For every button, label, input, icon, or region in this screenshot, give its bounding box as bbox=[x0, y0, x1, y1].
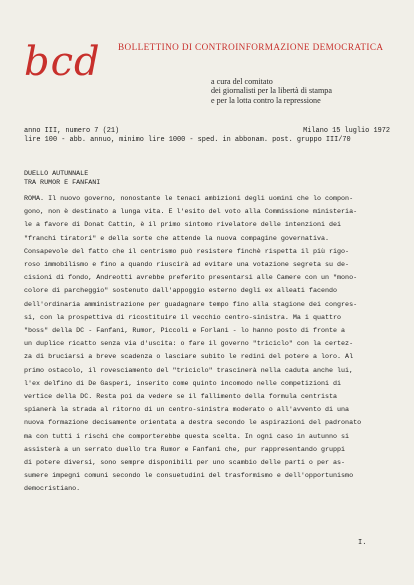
article-heading-line: TRA RUMOR E FANFANI bbox=[24, 179, 101, 187]
article-line: ROMA. Il nuovo governo, nonostante le tenaci ambizioni degli uomini che lo compon- bbox=[24, 195, 354, 203]
article-line: gono, non è destinato a lunga vita. E l'esito del voto alla Commissione ministeria- bbox=[24, 208, 358, 217]
masthead-title: BOLLETTINO DI CONTROINFORMAZIONE DEMOCRATICA bbox=[118, 42, 384, 52]
article-line: nuova formazione decisamente orientata a destra secondo le aspirazioni del padronato bbox=[24, 419, 362, 428]
credit-line: dei giornalisti per la libertà di stampa bbox=[211, 86, 332, 96]
article bbox=[24, 170, 396, 497]
editorial-credit bbox=[211, 77, 332, 105]
subscription-info: lire 100 - abb. annuo, minimo lire 1000 - sped. in abbonam. post. gruppo III/70 bbox=[24, 136, 351, 144]
article-line: cisioni di fondo, Andreotti avrebbe preferito presentarsi alle Camere con un "mono- bbox=[24, 274, 358, 283]
article-line: le a favore di Donat Cattin, è il primo sintomo rivelatore delle intenzioni dei bbox=[24, 221, 342, 230]
article-line: sumere impegni comuni secondo le consuetudini del trasformismo e dell'opportunismo bbox=[24, 472, 354, 481]
article-line: za di bruciarsi a breve scadenza o lasciare subito le redini del potere a loro. Al bbox=[24, 353, 354, 362]
article-line: assisterà a un serrato duello tra Rumor e Fanfani che, pur rappresentando gruppi bbox=[24, 445, 346, 454]
article-signature: I. bbox=[358, 539, 367, 547]
article-line: colore di parcheggio" sostenuto dall'appoggio esterno degli ex alleati facendo bbox=[24, 287, 338, 296]
place-date: Milano 15 luglio 1972 bbox=[303, 127, 390, 135]
article-line: ma con tutti i rischi che comporterebbe questa scelta. In ogni caso in autunno si bbox=[24, 432, 350, 441]
bcd-logo: bcd bbox=[24, 39, 101, 85]
article-line: "boss" della DC - Fanfani, Rumor, Piccoli e Forlani - lo hanno posto di fronte a bbox=[24, 327, 346, 336]
article-line: dell'ordinaria amministrazione per guadagnare tempo fino alla stagione dei congres- bbox=[24, 300, 358, 309]
issue-info bbox=[24, 127, 390, 145]
credit-line: a cura del comitato bbox=[211, 77, 273, 86]
article-line: "franchi tiratori" e della sorte che attende la nuova compagine governativa. bbox=[24, 234, 329, 243]
article-line: di potere diversi, sono sempre disponibili per uno scambio delle parti o per as- bbox=[24, 459, 346, 468]
article-body bbox=[24, 193, 396, 497]
article-line: spianerà la strada al ritorno di un centro-sinistra moderato o all'avvento di una bbox=[24, 406, 350, 415]
article-line: l'ex delfino di De Gasperi, inserito come quinto incomodo nelle competizioni di bbox=[24, 379, 342, 388]
article-line: primo ostacolo, il rovesciamento del "triciclo" trascinerà nella caduta anche lui, bbox=[24, 366, 354, 375]
article-line: democristiano. bbox=[24, 485, 81, 494]
article-line: si, con la prospettiva di ricostituire il vecchio centro-sinistra. Ma i quattro bbox=[24, 313, 342, 322]
article-line: vertice della DC. Resta poi da vedere se il fallimento della formula centrista bbox=[24, 393, 338, 402]
article-line: roso immobilismo e fino a quando riuscirà ad evitare una votazione segreta su de- bbox=[24, 261, 350, 270]
issue-number: anno III, numero 7 (21) bbox=[24, 127, 120, 135]
credit-line: e per la lotta contro la repressione bbox=[211, 95, 321, 105]
article-heading-line: DUELLO AUTUNNALE bbox=[24, 170, 89, 178]
article-line: Consapevole del fatto che il centrismo può resistere finchè rispetta il più rigo- bbox=[24, 247, 350, 256]
article-line: un duplice ricatto senza via d'uscita: o fare il governo "triciclo" con la certez- bbox=[24, 340, 354, 349]
